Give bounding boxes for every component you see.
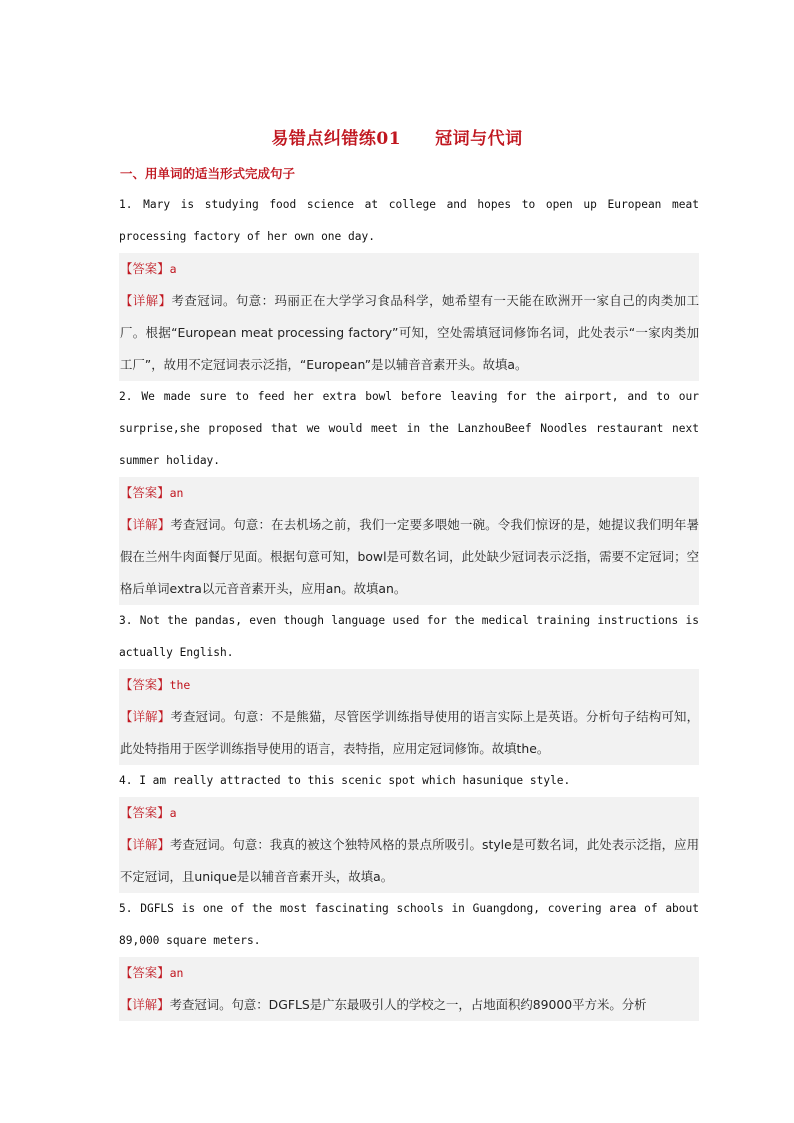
answer-line — [119, 253, 699, 285]
question-text: 3. Not the pandas, even though language used for the medical training instructions is actually English. — [119, 614, 699, 659]
answer-line — [119, 477, 699, 509]
question-item — [119, 381, 699, 605]
title-left: 易错点纠错练01 — [271, 129, 402, 149]
explanation-text: 考查冠词。句意：我真的被这个独特风格的景点所吸引。style是可数名词，此处表示泛指，应用不定冠词，且unique是以辅音音素开头，故填a。 — [120, 837, 699, 884]
explanation-line — [119, 829, 699, 893]
question-item — [119, 893, 699, 1021]
answer-value: an — [169, 486, 184, 500]
section-heading: 一、用单词的适当形式完成句子 — [120, 166, 296, 181]
answer-block — [119, 957, 699, 1021]
answer-value: an — [169, 966, 184, 980]
explanation-line — [119, 989, 699, 1021]
explanation-text: 考查冠词。句意：玛丽正在大学学习食品科学，她希望有一天能在欧洲开一家自己的肉类加工厂。根据“European meat processing factory”可知，空处需填冠词修饰名词，此处表示“一家肉类加工厂”，故用不定冠词表示泛指，“European”是以辅音音素开头。故填a。 — [120, 293, 700, 372]
answer-block — [119, 477, 699, 605]
answer-tag: 【答案】 — [120, 805, 170, 820]
question-text: 1. Mary is studying food science at college and hopes to open up European meat processing factory of her own one day. — [119, 198, 699, 243]
page-title — [0, 124, 794, 149]
answer-line — [119, 797, 699, 829]
explanation-line — [119, 509, 699, 605]
question-list — [119, 189, 699, 1021]
question-text: 2. We made sure to feed her extra bowl before leaving for the airport, and to our surprise,she proposed that we would meet in the LanzhouBeef Noodles restaurant next summer holiday. — [119, 390, 699, 467]
answer-value: the — [169, 678, 191, 692]
answer-block — [119, 669, 699, 765]
question-text: 5. DGFLS is one of the most fascinating schools in Guangdong, covering area of about 89,000 square meters. — [119, 902, 699, 947]
title-right: 冠词与代词 — [435, 129, 523, 149]
explain-tag: 【详解】 — [120, 293, 172, 308]
explanation-line — [119, 285, 699, 381]
answer-block — [119, 797, 699, 893]
answer-block — [119, 253, 699, 381]
answer-tag: 【答案】 — [120, 261, 170, 276]
explanation-text: 考查冠词。句意：不是熊猫，尽管医学训练指导使用的语言实际上是英语。分析句子结构可知，此处特指用于医学训练指导使用的语言，表特指，应用定冠词修饰。故填the。 — [120, 709, 700, 756]
answer-value: a — [169, 806, 177, 820]
answer-line — [119, 669, 699, 701]
answer-tag: 【答案】 — [120, 485, 170, 500]
question-item — [119, 765, 699, 893]
question-text: 4. I am really attracted to this scenic spot which hasunique style. — [119, 774, 571, 787]
explain-tag: 【详解】 — [120, 997, 170, 1012]
answer-line — [119, 957, 699, 989]
explanation-line — [119, 701, 699, 765]
explanation-text: 考查冠词。句意：DGFLS是广东最吸引人的学校之一，占地面积约89000平方米。分析 — [169, 997, 647, 1012]
explain-tag: 【详解】 — [120, 517, 171, 532]
answer-tag: 【答案】 — [120, 677, 170, 692]
question-item — [119, 605, 699, 765]
explain-tag: 【详解】 — [120, 837, 170, 852]
explain-tag: 【详解】 — [120, 709, 171, 724]
answer-value: a — [169, 262, 177, 276]
question-item — [119, 189, 699, 381]
explanation-text: 考查冠词。句意：在去机场之前，我们一定要多喂她一碗。令我们惊讶的是，她提议我们明年暑假在兰州牛肉面餐厅见面。根据句意可知，bowl是可数名词，此处缺少冠词表示泛指，需要不定冠词；空格后单词extra以元音音素开头，应用an。故填an。 — [120, 517, 700, 596]
answer-tag: 【答案】 — [120, 965, 170, 980]
